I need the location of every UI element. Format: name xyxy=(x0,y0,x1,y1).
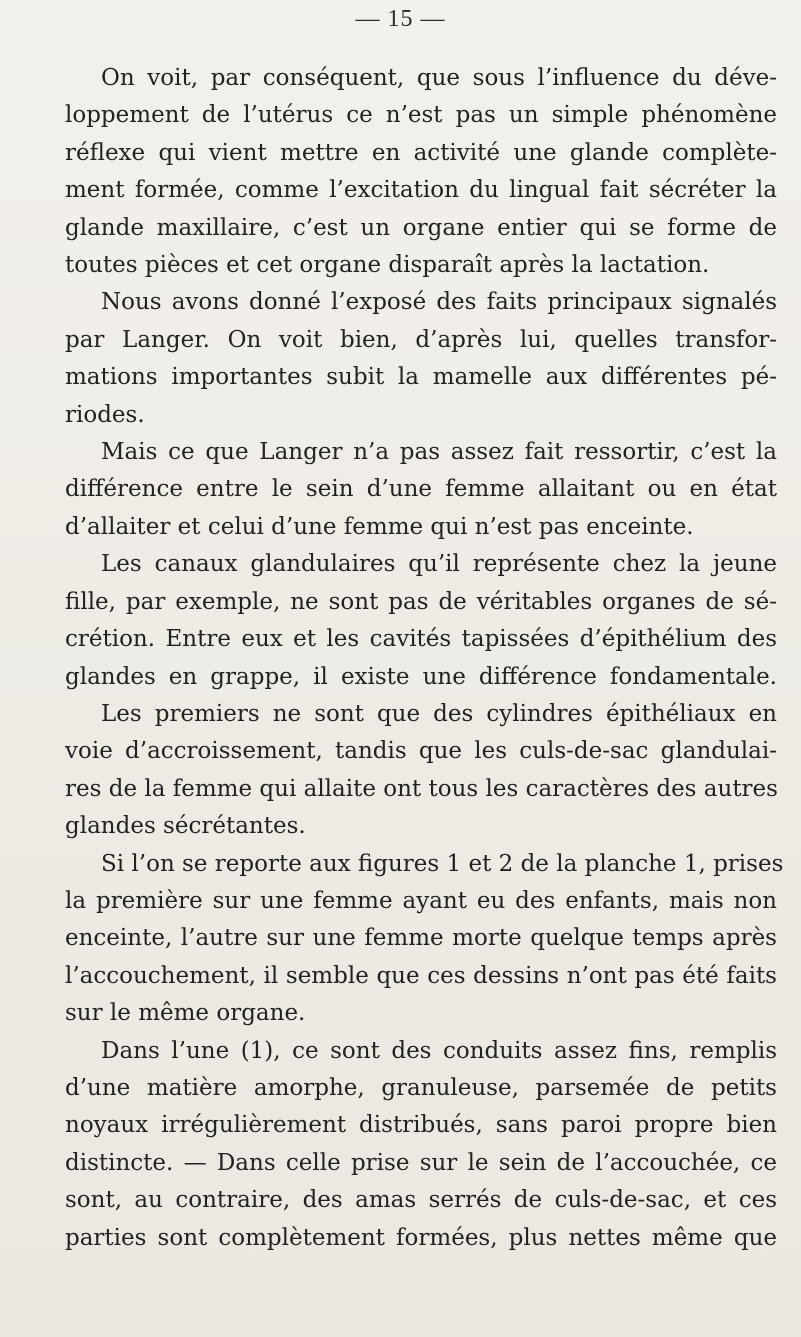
text-line: enceinte, l’autre sur une femme morte quelque temps après xyxy=(65,925,777,952)
text-line: ment formée, comme l’excitation du lingual fait sécréter la xyxy=(65,177,777,204)
text-line: réflexe qui vient mettre en activité une glande complète- xyxy=(65,139,777,166)
text-line: différence entre le sein d’une femme allaitant ou en état xyxy=(65,476,777,503)
text-line: fille, par exemple, ne sont pas de véritables organes de sé- xyxy=(65,588,777,615)
text-line: res de la femme qui allaite ont tous les caractères des autres xyxy=(65,775,778,802)
text-line: toutes pièces et cet organe disparaît après la lactation. xyxy=(65,252,710,279)
text-line: voie d’accroissement, tandis que les culs-de-sac glandulai- xyxy=(65,738,777,765)
text-line: Dans l’une (1), ce sont des conduits assez fins, remplis xyxy=(101,1037,777,1064)
text-line: glandes sécrétantes. xyxy=(65,813,306,840)
text-line: parties sont complètement formées, plus nettes même que xyxy=(65,1224,777,1251)
text-line: l’accouchement, il semble que ces dessins n’ont pas été faits xyxy=(65,962,777,989)
text-line: distincte. — Dans celle prise sur le sein de l’accouchée, ce xyxy=(65,1149,777,1176)
text-line: sont, au contraire, des amas serrés de culs-de-sac, et ces xyxy=(65,1187,777,1214)
text-line: Nous avons donné l’exposé des faits principaux signalés xyxy=(101,289,777,316)
text-line: glandes en grappe, il existe une différence fondamentale. xyxy=(65,663,777,690)
text-line: Les canaux glandulaires qu’il représente chez la jeune xyxy=(101,551,777,578)
text-line: mations importantes subit la mamelle aux différentes pé- xyxy=(65,364,777,391)
text-line: sur le même organe. xyxy=(65,1000,306,1027)
text-line: riodes. xyxy=(65,401,145,428)
text-line: la première sur une femme ayant eu des enfants, mais non xyxy=(65,887,777,914)
text-line: d’une matière amorphe, granuleuse, parsemée de petits xyxy=(65,1074,777,1101)
text-line: crétion. Entre eux et les cavités tapissées d’épithélium des xyxy=(65,626,777,653)
text-line: Mais ce que Langer n’a pas assez fait ressortir, c’est la xyxy=(101,439,777,466)
text-line: glande maxillaire, c’est un organe entier qui se forme de xyxy=(65,214,777,241)
text-line: noyaux irrégulièrement distribués, sans paroi propre bien xyxy=(65,1112,777,1139)
text-line: par Langer. On voit bien, d’après lui, quelles transfor- xyxy=(65,326,777,353)
text-line: d’allaiter et celui d’une femme qui n’est pas enceinte. xyxy=(65,513,694,540)
text-line: Si l’on se reporte aux figures 1 et 2 de la planche 1, prises xyxy=(101,850,784,877)
text-line: loppement de l’utérus ce n’est pas un simple phénomène xyxy=(65,102,777,129)
text-line: On voit, par conséquent, que sous l’influence du déve- xyxy=(101,65,777,91)
page-number: — 15 — xyxy=(355,6,446,32)
body-text xyxy=(65,60,784,1257)
text-line: Les premiers ne sont que des cylindres épithéliaux en xyxy=(101,700,777,727)
